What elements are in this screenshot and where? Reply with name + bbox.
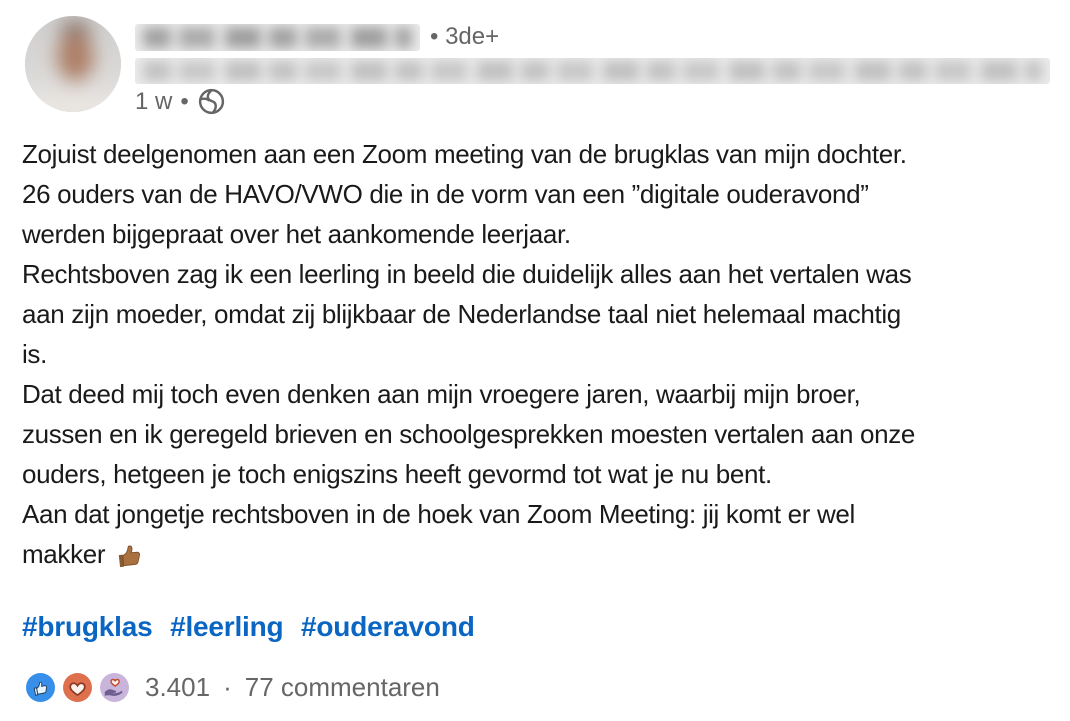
reaction-count[interactable]: 3.401 <box>145 671 211 702</box>
comment-count[interactable]: 77 commentaren <box>244 671 440 702</box>
post-line: Dat deed mij toch even denken aan mijn vroegere jaren, waarbij mijn broer, <box>22 379 861 409</box>
post-timestamp: 1 w <box>135 87 173 115</box>
meta-dot: • <box>180 87 189 115</box>
support-reaction-icon[interactable] <box>100 673 129 702</box>
counts-separator: · <box>223 671 232 702</box>
social-counts <box>145 672 440 703</box>
author-headline-redacted <box>135 58 1050 84</box>
connection-degree: • 3de+ <box>430 23 500 50</box>
post-line: aan zijn moeder, omdat zij blijkbaar de Nederlandse taal niet helemaal machtig <box>22 299 901 329</box>
post-line-last <box>22 534 1070 574</box>
hashtag-link-ouderavond[interactable]: #ouderavond <box>301 611 475 642</box>
name-blur <box>143 27 412 48</box>
social-proof-row <box>26 671 440 703</box>
hashtag-link-brugklas[interactable]: #brugklas <box>22 611 153 642</box>
post-line: Zojuist deelgenomen aan een Zoom meeting van de brugklas van mijn dochter. <box>22 139 907 169</box>
post-line: werden bijgepraat over het aankomende leerjaar. <box>22 219 571 249</box>
avatar-blurred-photo <box>25 16 121 112</box>
hashtag-link-leerling[interactable]: #leerling <box>170 611 284 642</box>
post-line: Aan dat jongetje rechtsboven in de hoek van Zoom Meeting: jij komt er wel <box>22 499 855 529</box>
love-reaction-icon[interactable] <box>63 673 92 702</box>
thumbs-up-emoji <box>114 540 145 571</box>
author-name-row <box>135 22 499 52</box>
post-line-text: makker <box>22 539 106 569</box>
post-line: zussen en ik geregeld brieven en schoolgesprekken moesten vertalen aan onze <box>22 419 916 449</box>
post-line: Rechtsboven zag ik een leerling in beeld die duidelijk alles aan het vertalen was <box>22 259 912 289</box>
like-reaction-icon[interactable] <box>26 673 55 702</box>
post-body <box>22 134 1070 574</box>
post-line: is. <box>22 339 47 369</box>
headline-blur <box>143 61 1042 81</box>
avatar[interactable] <box>25 16 121 112</box>
post-line: 26 ouders van de HAVO/VWO die in de vorm van een ”digitale ouderavond” <box>22 179 869 209</box>
hashtags <box>22 611 485 643</box>
post-meta-row <box>135 87 226 116</box>
reaction-icons[interactable] <box>26 673 129 702</box>
author-name-redacted[interactable] <box>135 24 420 51</box>
post-line: ouders, hetgeen je toch enigszins heeft gevormd tot wat je nu bent. <box>22 459 772 489</box>
globe-public-icon <box>197 87 226 116</box>
